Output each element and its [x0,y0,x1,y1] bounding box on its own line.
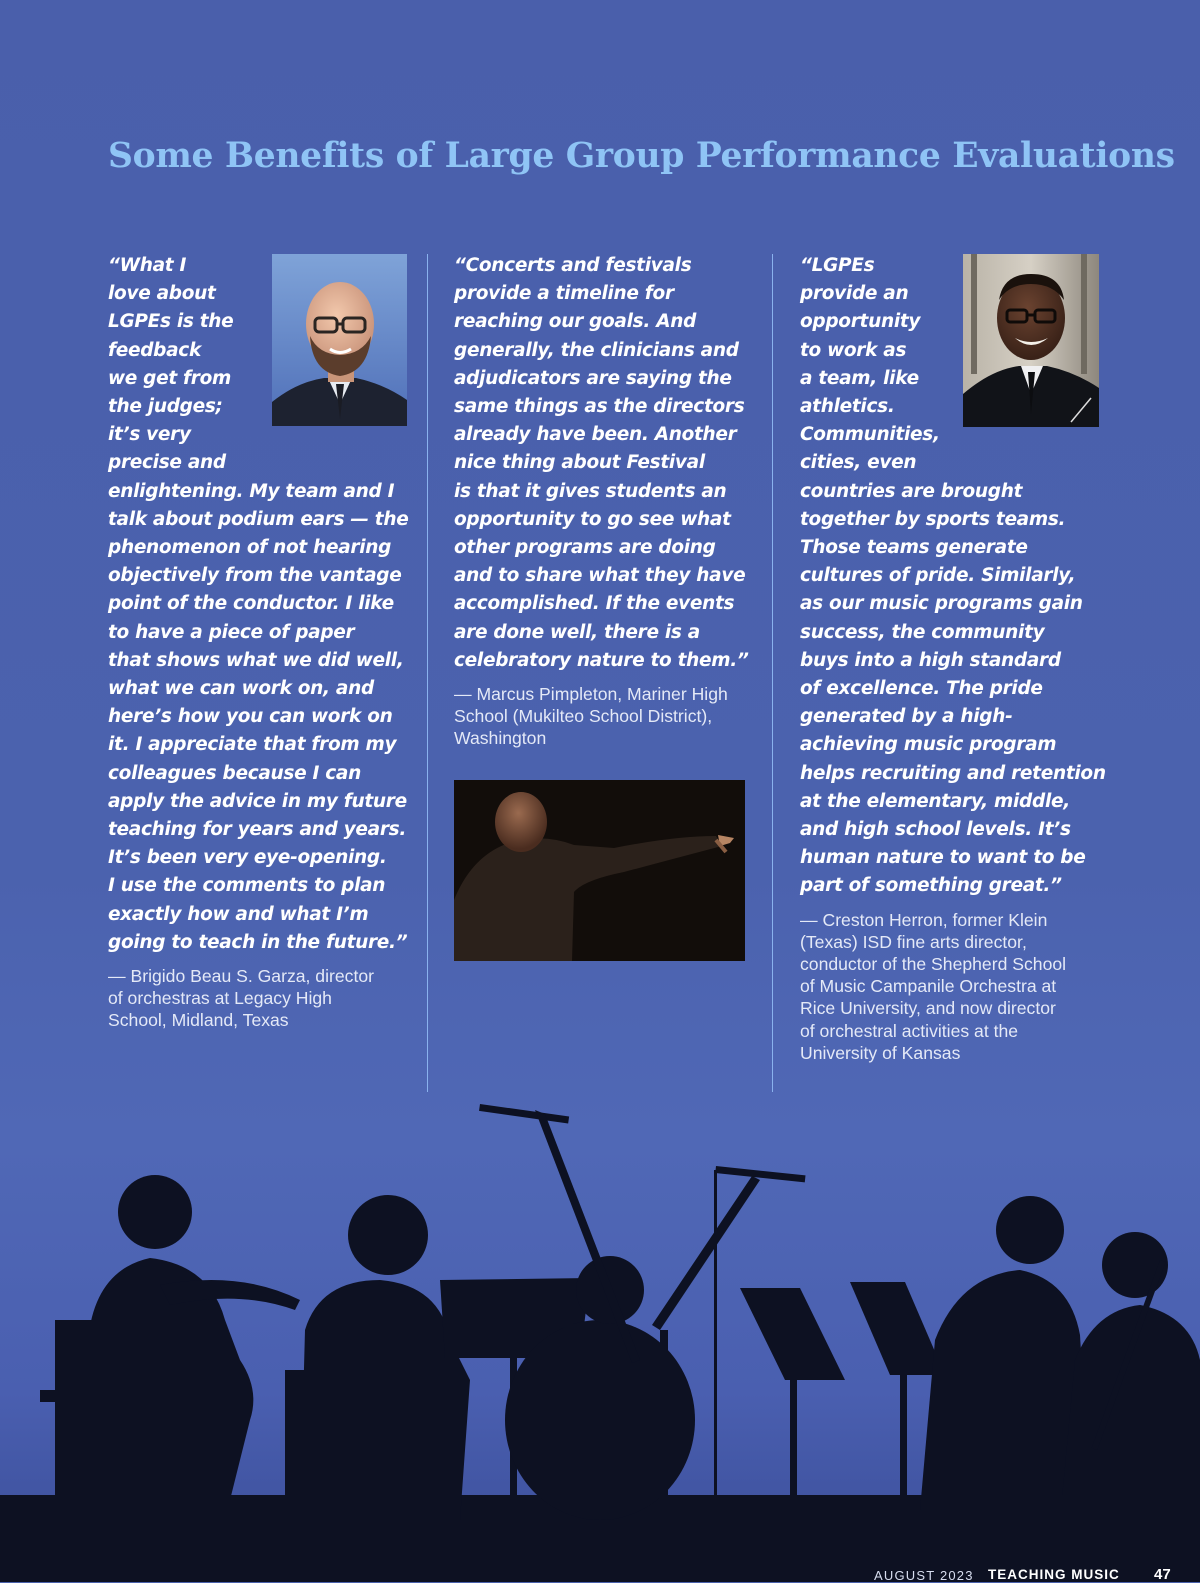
quote-line: at the elementary, middle, [800,790,1070,812]
quote-text [454,252,754,675]
quote-line: celebratory nature to them.” [454,649,749,671]
quote-line: talk about podium ears — the [108,508,409,530]
quote-line: provide a timeline for [454,283,674,305]
attribution-line: of orchestral activities at the [800,1020,1019,1041]
quote-line: reaching our goals. And [454,311,697,333]
quote-line: teaching for years and years. [108,819,407,841]
attribution-line: — Creston Herron, former Klein [800,909,1048,930]
footer-magazine-name: TEACHING MUSIC [988,1567,1120,1582]
quote-line: accomplished. If the events [454,593,735,615]
quote-line: together by sports teams. [800,508,1066,530]
portrait-photo-garza [272,254,407,426]
column-divider-left [427,254,428,1092]
quote-line: are done well, there is a [454,621,700,643]
quote-line: “What I [108,255,187,276]
quote-line: love about [108,283,216,305]
ensemble-silhouette-image [0,1090,1200,1582]
quote-line: nice thing about Festival [454,452,705,474]
quote-attribution [108,965,408,1032]
quote-line: generated by a high- [800,706,1013,728]
quote-line: what we can work on, and [108,678,374,700]
quote-line: apply the advice in my future [108,790,407,812]
attribution-line: of orchestras at Legacy High [108,988,332,1009]
quote-line: opportunity to go see what [454,508,731,530]
quote-line: athletics. [800,396,895,418]
quote-line: here’s how you can work on [108,706,393,728]
conductor-photo [454,780,745,961]
quote-line: generally, the clinicians and [454,339,739,361]
quote-line: provide an [800,283,909,305]
quote-line: “Concerts and festivals [454,255,692,276]
quote-line: a team, like [800,367,919,389]
quote-line: adjudicators are saying the [454,367,732,389]
quote-line: to have a piece of paper [108,621,355,643]
quote-line: colleagues because I can [108,762,361,784]
quote-line: other programs are doing [454,537,716,559]
quote-line: it’s very [108,424,191,446]
quote-line: the judges; [108,396,223,418]
footer-issue-date: AUGUST 2023 [874,1568,974,1583]
attribution-line: conductor of the Shepherd School [800,954,1067,975]
quote-line: buys into a high standard [800,649,1061,671]
quote-line: that shows what we did well, [108,649,404,671]
quote-line: as our music programs gain [800,593,1083,615]
attribution-line: School, Midland, Texas [108,1010,289,1031]
quote-line: success, the community [800,621,1045,643]
page-title: Some Benefits of Large Group Performance Evaluations [108,136,1175,176]
attribution-line: Washington [454,728,547,749]
quote-line: “LGPEs [800,255,875,276]
quote-column-pimpleton [454,252,754,750]
quote-line: we get from [108,367,232,389]
quote-line: is that it gives students an [454,480,727,502]
attribution-line: University of Kansas [800,1042,961,1063]
quote-line: Those teams generate [800,537,1028,559]
quote-line: to work as [800,339,907,361]
quote-line: cities, even [800,452,917,474]
quote-line: part of something great.” [800,875,1062,897]
attribution-line: (Texas) ISD fine arts director, [800,931,1027,952]
quote-line: human nature to want to be [800,847,1086,869]
quote-line: It’s been very eye-opening. [108,847,387,869]
quote-line: and to share what they have [454,565,746,587]
quote-attribution [800,909,1110,1064]
quote-line: cultures of pride. Similarly, [800,565,1076,587]
attribution-line: of Music Campanile Orchestra at [800,976,1057,997]
quote-line: enlightening. My team and I [108,480,395,502]
quote-line: objectively from the vantage [108,565,402,587]
quote-line: already have been. Another [454,424,737,446]
quote-line: Communities, [800,424,940,446]
quote-line: going to teach in the future.” [108,931,408,953]
quote-line: helps recruiting and retention [800,762,1106,784]
attribution-line: Rice University, and now director [800,998,1056,1019]
quote-line: precise and [108,452,226,474]
quote-line: countries are brought [800,480,1023,502]
quote-line: of excellence. The pride [800,678,1043,700]
column-divider-right [772,254,773,1092]
quote-line: LGPEs is the [108,311,234,333]
quote-line: and high school levels. It’s [800,819,1071,841]
quote-attribution [454,683,754,750]
quote-line: phenomenon of not hearing [108,537,392,559]
attribution-line: — Marcus Pimpleton, Mariner High [454,684,728,705]
quote-line: feedback [108,339,201,361]
portrait-photo-herron [963,254,1099,427]
attribution-line: School (Mukilteo School District), [454,706,713,727]
quote-line: it. I appreciate that from my [108,734,397,756]
quote-line: exactly how and what I’m [108,903,369,925]
quote-line: I use the comments to plan [108,875,386,897]
footer-page-number: 47 [1154,1566,1171,1583]
quote-line: opportunity [800,311,921,333]
quote-line: same things as the directors [454,396,745,418]
attribution-line: — Brigido Beau S. Garza, director [108,966,374,987]
quote-line: achieving music program [800,734,1057,756]
quote-line: point of the conductor. I like [108,593,394,615]
